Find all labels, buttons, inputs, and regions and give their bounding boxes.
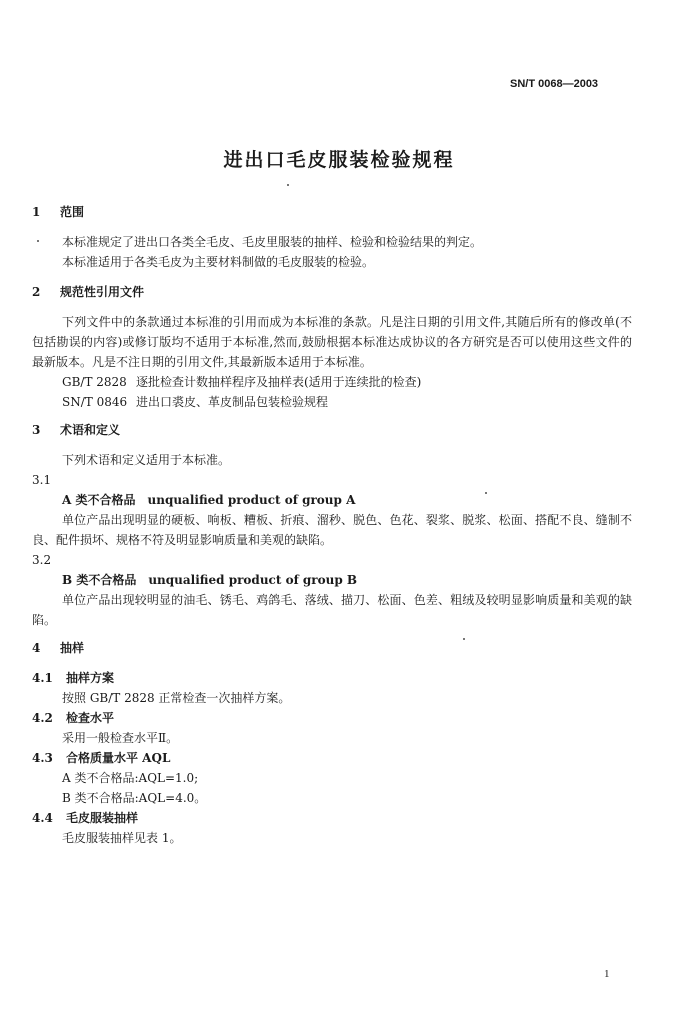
section-heading [32, 202, 632, 222]
section-heading [32, 638, 632, 658]
paragraph: 下列文件中的条款通过本标准的引用而成为本标准的条款。凡是注日期的引用文件,其随后所有的修改单(不包括勘误的内容)或修订版均不适用于本标准,然而,鼓励根据本标准达成协议的各方研究是否可以使用这些文件的最新版本。凡是不注日期的引用文件,其最新版本适用于本标准。 [32, 315, 632, 369]
term-title: B 类不合格品 unqualified product of group B [62, 573, 358, 587]
term-title: A 类不合格品 unqualified product of group A [62, 493, 356, 507]
section-number: 2 [32, 285, 41, 299]
section-2 [32, 282, 632, 412]
subsection-title: 合格质量水平 AQL [66, 751, 171, 765]
reference-code: GB/T 2828 [62, 375, 127, 389]
subsection-text: 按照 GB/T 2828 正常检查一次抽样方案。 [62, 691, 291, 705]
section-title: 术语和定义 [60, 423, 121, 437]
section-1 [32, 202, 632, 272]
reference-title: 逐批检查计数抽样程序及抽样表(适用于连续批的检查) [136, 375, 422, 389]
section-number: 1 [32, 205, 41, 219]
paragraph: 下列术语和定义适用于本标准。 [62, 453, 231, 467]
subsection-number: 4.3 [32, 751, 53, 765]
reference-code: SN/T 0846 [62, 395, 128, 409]
section-number: 4 [32, 641, 41, 655]
subsection-heading [32, 808, 632, 828]
section-4 [32, 638, 632, 848]
subsection-text: 采用一般检查水平Ⅱ。 [62, 731, 179, 745]
scan-speck [463, 638, 465, 640]
term-number: 3.1 [32, 473, 52, 487]
subsection-heading [32, 668, 632, 688]
section-heading [32, 420, 632, 440]
subsection-text: 毛皮服装抽样见表 1。 [62, 831, 182, 845]
subsection-text: A 类不合格品:AQL=1.0; [62, 771, 199, 785]
subsection-heading [32, 748, 632, 768]
reference-item [32, 372, 632, 392]
section-number: 3 [32, 423, 41, 437]
paragraph: 本标准规定了进出口各类全毛皮、毛皮里服装的抽样、检验和检验结果的判定。 [62, 235, 483, 249]
subsection-number: 4.1 [32, 671, 53, 685]
section-title: 规范性引用文件 [60, 285, 145, 299]
subsection-title: 毛皮服装抽样 [66, 811, 139, 825]
paragraph: 本标准适用于各类毛皮为主要材料制做的毛皮服装的检验。 [62, 255, 375, 269]
term-definition: 单位产品出现较明显的油毛、锈毛、鸡鸽毛、落绒、描刀、松面、色差、粗绒及较明显影响质量和美观的缺陷。 [32, 593, 632, 627]
subsection-heading [32, 708, 632, 728]
standard-code: SN/T 0068—2003 [510, 78, 599, 90]
scan-speck [485, 492, 487, 494]
term-number: 3.2 [32, 553, 52, 567]
reference-title: 进出口裘皮、革皮制品包装检验规程 [136, 395, 329, 409]
subsection-number: 4.4 [32, 811, 53, 825]
page-number: 1 [604, 968, 610, 980]
section-heading [32, 282, 632, 302]
scan-speck [287, 184, 289, 186]
term-definition: 单位产品出现明显的硬板、响板、糟板、折痕、溜秒、脱色、色花、裂浆、脱浆、松面、搭配不良、缝制不良、配件损坏、规格不符及明显影响质量和美观的缺陷。 [32, 513, 632, 547]
subsection-number: 4.2 [32, 711, 53, 725]
subsection-title: 检查水平 [66, 711, 115, 725]
section-3 [32, 420, 632, 630]
section-title: 范围 [60, 205, 85, 219]
subsection-text: B 类不合格品:AQL=4.0。 [62, 791, 207, 805]
section-title: 抽样 [60, 641, 85, 655]
document-title: 进出口毛皮服装检验规程 [223, 149, 455, 171]
reference-item [32, 392, 632, 412]
scan-speck [37, 240, 39, 242]
subsection-title: 抽样方案 [66, 671, 115, 685]
